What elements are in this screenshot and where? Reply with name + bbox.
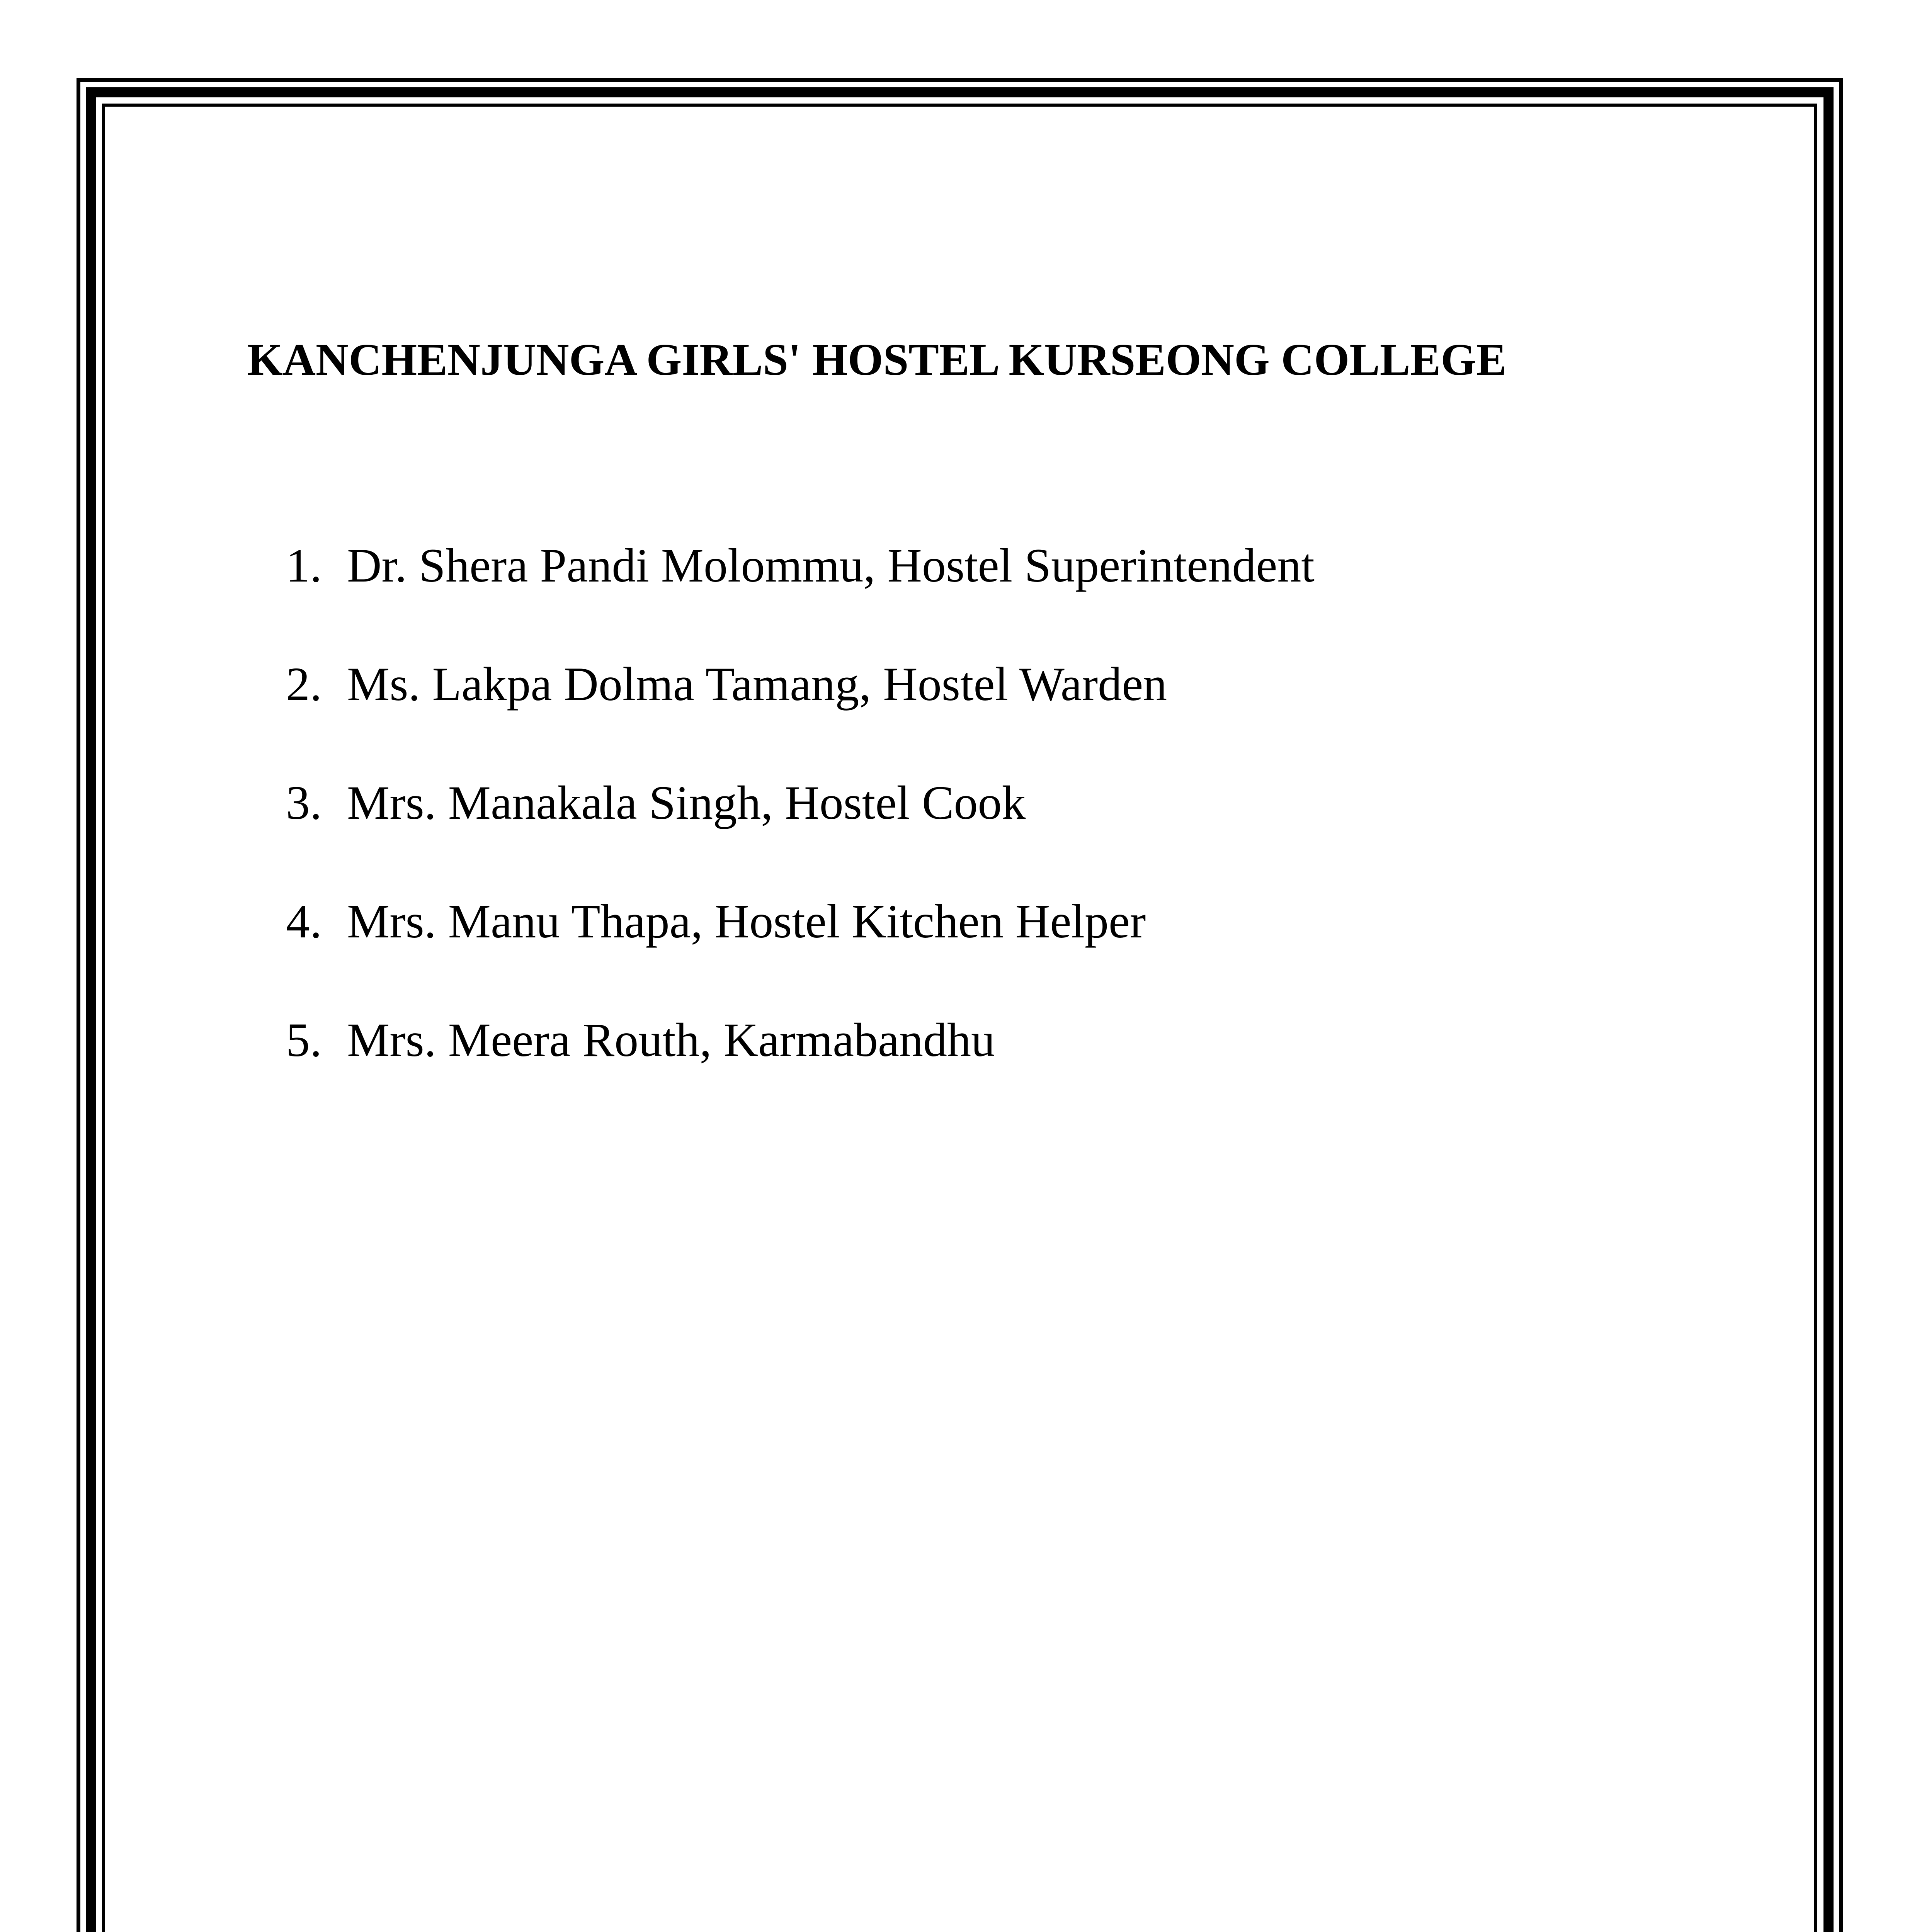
list-item-number: 5. — [286, 1014, 322, 1066]
list-item-number: 3. — [286, 776, 322, 829]
list-item — [286, 774, 1315, 893]
list-item — [286, 1012, 1315, 1130]
document-title: KANCHENJUNGA GIRLS' HOSTEL KURSEONG COLLEGE — [247, 334, 1507, 385]
list-item-text: Mrs. Manakala Singh, Hostel Cook — [347, 776, 1026, 829]
list-item — [286, 537, 1315, 656]
list-item — [286, 893, 1315, 1012]
list-item-text: Mrs. Manu Thapa, Hostel Kitchen Helper — [347, 895, 1146, 948]
list-item-number: 4. — [286, 895, 322, 948]
staff-list — [286, 537, 1315, 1130]
list-item-text: Mrs. Meera Routh, Karmabandhu — [347, 1014, 995, 1066]
list-item-number: 2. — [286, 658, 322, 711]
list-item-number: 1. — [286, 539, 322, 592]
list-item — [286, 656, 1315, 774]
list-item-text: Dr. Shera Pandi Molommu, Hostel Superintendent — [347, 539, 1315, 592]
list-item-text: Ms. Lakpa Dolma Tamang, Hostel Warden — [347, 658, 1167, 711]
